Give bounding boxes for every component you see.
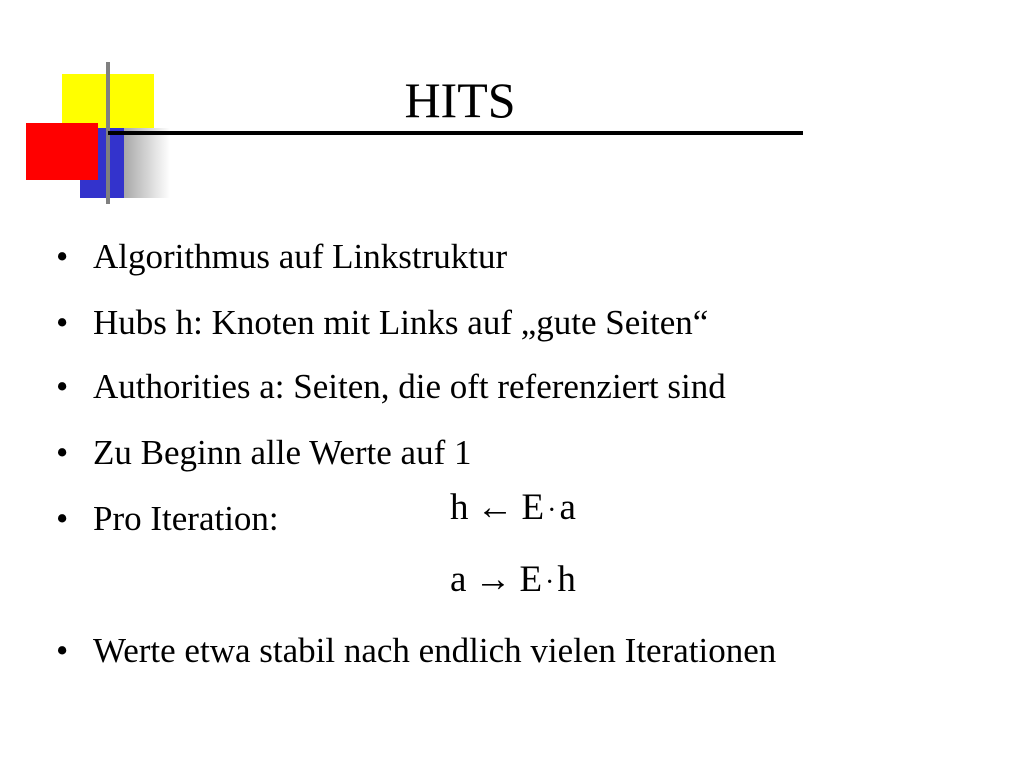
formula-rhs: h bbox=[557, 559, 576, 600]
bullet-item bbox=[56, 302, 956, 344]
formula-operator: · bbox=[545, 567, 555, 598]
bullet-marker: • bbox=[56, 367, 69, 406]
authority-update-formula bbox=[450, 558, 576, 605]
bullet-text: Pro Iteration: bbox=[93, 499, 279, 538]
formula-rhs: a bbox=[559, 487, 576, 528]
bullet-item bbox=[56, 366, 956, 408]
hub-update-formula bbox=[450, 486, 576, 533]
formula-lhs: h bbox=[450, 487, 469, 528]
bullet-marker: • bbox=[56, 433, 69, 472]
bullet-text: Hubs h: Knoten mit Links auf „gute Seiten“ bbox=[93, 303, 709, 342]
bullet-marker: • bbox=[56, 237, 69, 276]
bullet-item bbox=[56, 432, 956, 474]
bullet-item bbox=[56, 236, 956, 278]
red-square-decoration bbox=[26, 123, 98, 180]
formula-matrix: E bbox=[521, 487, 545, 528]
bullet-text: Werte etwa stabil nach endlich vielen Iterationen bbox=[93, 631, 777, 670]
formula-lhs: a bbox=[450, 559, 467, 600]
formula-operator: · bbox=[547, 495, 557, 526]
right-arrow-icon: → bbox=[474, 559, 512, 600]
bullet-text: Zu Beginn alle Werte auf 1 bbox=[93, 433, 472, 472]
bullet-text: Algorithmus auf Linkstruktur bbox=[93, 237, 508, 276]
slide-title: HITS bbox=[404, 72, 516, 128]
left-arrow-icon: ← bbox=[476, 487, 514, 528]
bullet-text: Authorities a: Seiten, die oft referenziert sind bbox=[93, 367, 726, 406]
blue-shadow-decoration bbox=[124, 128, 170, 198]
bullet-marker: • bbox=[56, 499, 69, 538]
bullet-marker: • bbox=[56, 303, 69, 342]
title-underline bbox=[108, 131, 803, 135]
bullet-marker: • bbox=[56, 631, 69, 670]
bullet-item bbox=[56, 630, 816, 672]
formula-matrix: E bbox=[519, 559, 543, 600]
